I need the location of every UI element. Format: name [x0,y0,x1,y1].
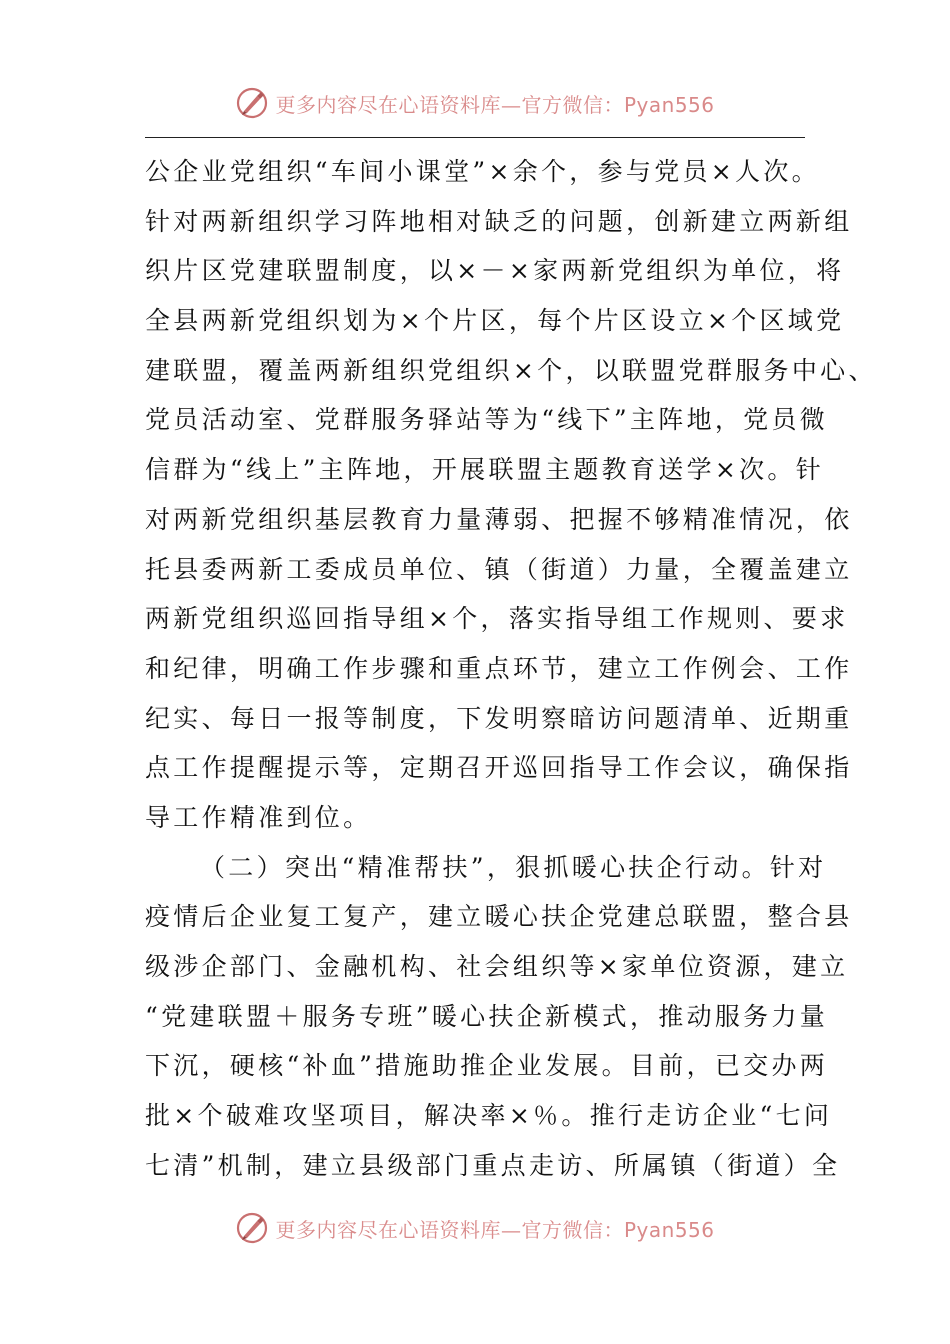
watermark-text: 更多内容尽在心语资料库—官方微信：Pyan556 [275,92,715,117]
text-line: 两新党组织巡回指导组×个，落实指导组工作规则、要求 [145,604,849,634]
text-line: 建联盟，覆盖两新组织党组织×个，以联盟党群服务中心、 [145,355,877,385]
text-line: 七清”机制，建立县级部门重点走访、所属镇（街道）全 [145,1150,841,1180]
text-line: 针对两新组织学习阵地相对缺乏的问题，创新建立两新组 [145,206,853,236]
text-line: 织片区党建联盟制度，以×－×家两新党组织为单位，将 [145,256,845,286]
text-line: 全县两新党组织划为×个片区，每个片区设立×个区域党 [145,306,845,336]
header-divider [145,137,805,138]
text-line: 和纪律，明确工作步骤和重点环节，建立工作例会、工作 [145,653,853,683]
text-line: 信群为“线上”主阵地，开展联盟主题教育送学×次。针 [145,455,825,485]
watermark-footer [0,1208,950,1248]
text-line: 疫情后企业复工复产，建立暖心扶企党建总联盟，整合县 [145,902,853,932]
text-line: 导工作精准到位。 [145,802,372,832]
pen-seal-icon [235,1211,269,1245]
watermark-header [0,83,950,123]
section-heading-line: （二）突出“精准帮扶”，狠抓暖心扶企行动。针对 [200,852,827,882]
document-body [145,147,877,1190]
text-line: 公企业党组织“车间小课堂”×余个，参与党员×人次。 [145,157,820,186]
text-line: 点工作提醒提示等，定期召开巡回指导工作会议，确保指 [145,753,853,783]
text-line: 对两新党组织基层教育力量薄弱、把握不够精准情况，依 [145,504,853,534]
text-line: 纪实、每日一报等制度，下发明察暗访问题清单、近期重 [145,703,853,733]
pen-seal-icon [235,86,269,120]
text-line: “党建联盟＋服务专班”暖心扶企新模式，推动服务力量 [145,1001,829,1031]
text-line: 托县委两新工委成员单位、镇（街道）力量，全覆盖建立 [145,554,853,584]
text-line: 下沉，硬核“补血”措施助推企业发展。目前，已交办两 [145,1051,829,1081]
text-line: 党员活动室、党群服务驿站等为“线下”主阵地，党员微 [145,405,829,435]
text-line: 级涉企部门、金融机构、社会组织等×家单位资源，建立 [145,952,849,981]
text-line: 批×个破难攻坚项目，解决率×％。推行走访企业“七问 [145,1101,833,1131]
watermark-text: 更多内容尽在心语资料库—官方微信：Pyan556 [275,1217,715,1242]
